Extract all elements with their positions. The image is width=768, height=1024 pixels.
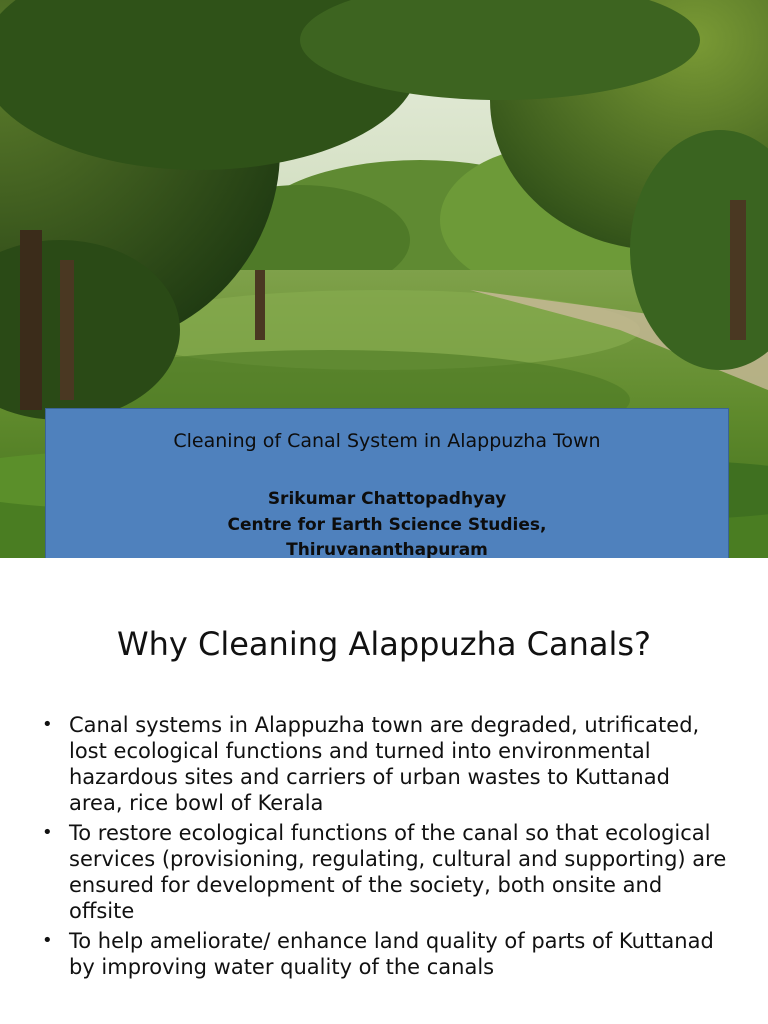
title-box bbox=[45, 408, 729, 558]
author-name: Srikumar Chattopadhyay bbox=[267, 489, 507, 509]
bullet-text: To restore ecological functions of the canal so that ecological services (provisioning, regulating, cultural and supporting) are ensured for development of the society, both onsite and offsite bbox=[69, 821, 727, 923]
presentation-title: Cleaning of Canal System in Alappuzha Town bbox=[173, 430, 601, 452]
slide-heading: Why Cleaning Alappuzha Canals? bbox=[116, 625, 652, 663]
bullet-icon: • bbox=[42, 822, 53, 843]
bullet-text: To help ameliorate/ enhance land quality of parts of Kuttanad by improving water quality of the canals bbox=[69, 929, 714, 979]
bullet-text: Canal systems in Alappuzha town are degraded, utrificated, lost ecological functions and turned into environmental hazardous sites and carriers of urban wastes to Kuttanad area, rice bowl of Kerala bbox=[69, 713, 700, 815]
list-item bbox=[0, 928, 768, 980]
bullet-icon: • bbox=[42, 930, 53, 951]
bullet-list bbox=[0, 712, 768, 984]
affiliation-line-2: Thiruvananthapuram bbox=[286, 540, 488, 558]
content-slide bbox=[0, 592, 768, 1024]
list-item bbox=[0, 712, 768, 816]
affiliation-line-1: Centre for Earth Science Studies, bbox=[227, 515, 547, 535]
bullet-icon: • bbox=[42, 714, 53, 735]
list-item bbox=[0, 820, 768, 924]
